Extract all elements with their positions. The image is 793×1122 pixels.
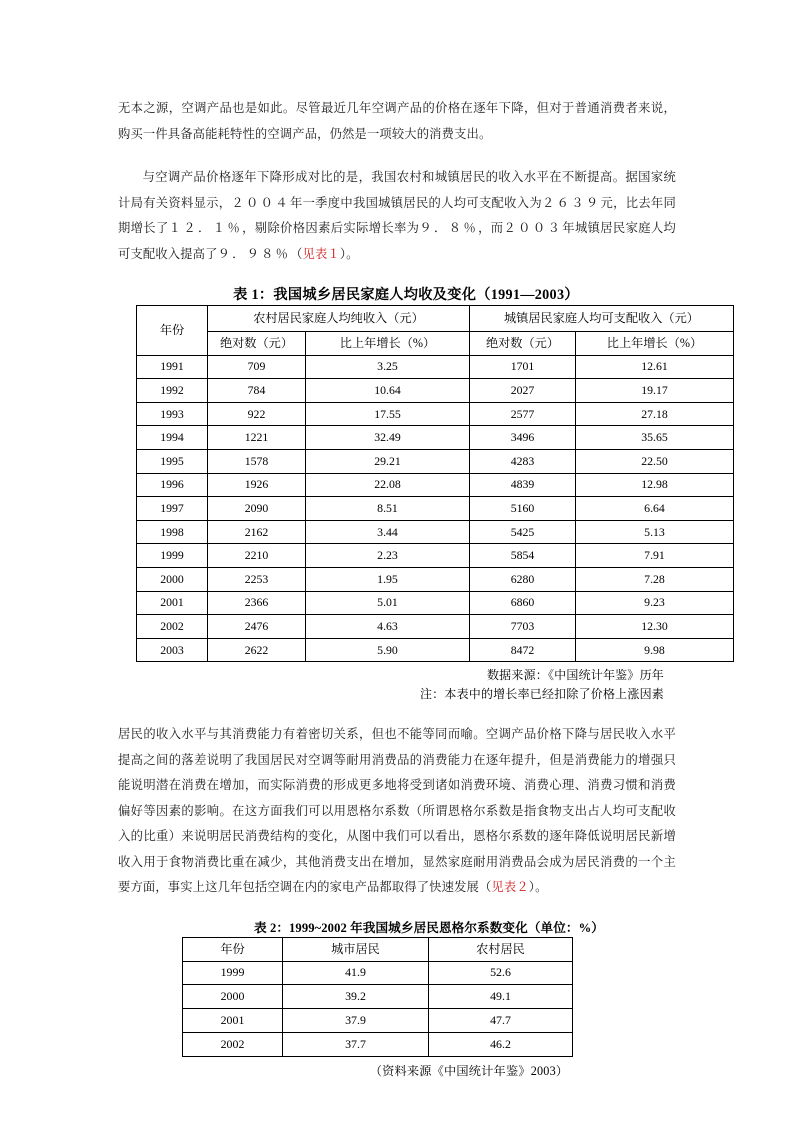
table1-cell-urban-abs: 5854 xyxy=(470,544,576,568)
spacer xyxy=(118,704,676,722)
see-table1-link[interactable]: 见表１ xyxy=(302,246,340,261)
table1-cell-rural-growth: 22.08 xyxy=(306,473,470,497)
spacer xyxy=(118,147,676,165)
table1-cell-rural-abs: 1221 xyxy=(208,426,306,450)
table1-cell-urban-abs: 2577 xyxy=(470,402,576,426)
table2-title: 表 2：1999~2002 年我国城乡居民恩格尔系数变化（单位：%） xyxy=(254,920,604,935)
table2-body xyxy=(183,961,573,1056)
table2-cell-year: 2001 xyxy=(183,1009,283,1033)
table1-cell-rural-abs: 2622 xyxy=(208,638,306,662)
table1-cell-rural-abs: 1578 xyxy=(208,449,306,473)
table2-cell-city: 39.2 xyxy=(283,985,429,1009)
table1-notes xyxy=(136,666,676,704)
table2-header-year: 年份 xyxy=(183,937,283,961)
table1-header-group-rural: 农村居民家庭人均纯收入（元） xyxy=(208,306,470,332)
table1-cell-urban-growth: 7.91 xyxy=(576,544,734,568)
table-row xyxy=(137,473,734,497)
table1-cell-urban-growth: 35.65 xyxy=(576,426,734,450)
table1-cell-rural-growth: 29.21 xyxy=(306,449,470,473)
table2-cell-year: 2002 xyxy=(183,1033,283,1057)
table-row xyxy=(137,402,734,426)
table1-cell-rural-growth: 17.55 xyxy=(306,402,470,426)
table1-cell-urban-growth: 12.30 xyxy=(576,615,734,639)
table-row xyxy=(137,520,734,544)
see-table2-link[interactable]: 见表２ xyxy=(491,880,529,895)
table1-cell-urban-abs: 6280 xyxy=(470,567,576,591)
table1-cell-year: 2002 xyxy=(137,615,208,639)
table1-cell-urban-abs: 3496 xyxy=(470,426,576,450)
para2-value-2639: ２６３９ xyxy=(541,195,601,210)
table2-cell-year: 2000 xyxy=(183,985,283,1009)
table1-cell-year: 1992 xyxy=(137,379,208,403)
para2-paren-close: ）。 xyxy=(339,246,359,261)
table1-cell-year: 1996 xyxy=(137,473,208,497)
table1-header-group-urban: 城镇居民家庭人均可支配收入（元） xyxy=(470,306,734,332)
spacer xyxy=(118,267,676,285)
table1-cell-year: 1994 xyxy=(137,426,208,450)
table1-cell-year: 1991 xyxy=(137,355,208,379)
table1-cell-rural-growth: 4.63 xyxy=(306,615,470,639)
paragraph-intro: 无本之源，空调产品也是如此。尽管最近几年空调产品的价格在逐年下降，但对于普通消费者来说，购买一件具备高能耗特性的空调产品，仍然是一项较大的消费支出。 xyxy=(118,101,676,141)
table1-cell-rural-growth: 3.44 xyxy=(306,520,470,544)
table1-cell-rural-abs: 2476 xyxy=(208,615,306,639)
table1-cell-rural-abs: 2090 xyxy=(208,497,306,521)
table1-cell-rural-abs: 2210 xyxy=(208,544,306,568)
table-row xyxy=(137,615,734,639)
table1-cell-urban-abs: 2027 xyxy=(470,379,576,403)
table1-cell-urban-abs: 4283 xyxy=(470,449,576,473)
table2-cell-rural: 52.6 xyxy=(429,961,573,985)
table1-cell-year: 2001 xyxy=(137,591,208,615)
table1-cell-urban-growth: 9.23 xyxy=(576,591,734,615)
table-row xyxy=(137,449,734,473)
table-row xyxy=(137,544,734,568)
table1-cell-urban-abs: 5425 xyxy=(470,520,576,544)
table2-cell-rural: 47.7 xyxy=(429,1009,573,1033)
table1-header-row-groups xyxy=(137,306,734,332)
spacer xyxy=(118,901,676,919)
table1-cell-rural-growth: 1.95 xyxy=(306,567,470,591)
table-row xyxy=(183,985,573,1009)
para2-run-5: ，而 xyxy=(478,221,504,235)
table1-cell-urban-growth: 19.17 xyxy=(576,379,734,403)
table1-cell-urban-growth: 12.61 xyxy=(576,355,734,379)
table1-cell-urban-growth: 27.18 xyxy=(576,402,734,426)
table1-cell-urban-abs: 7703 xyxy=(470,615,576,639)
table1-body xyxy=(137,355,734,662)
paragraph-engel-discussion xyxy=(118,722,676,901)
table1-cell-urban-abs: 5160 xyxy=(470,497,576,521)
paragraph-income-stats xyxy=(118,165,676,267)
table-row xyxy=(183,961,573,985)
table-row xyxy=(183,1033,573,1057)
table-row xyxy=(137,638,734,662)
table2-cell-rural: 49.1 xyxy=(429,985,573,1009)
table-row xyxy=(183,1009,573,1033)
table1-note: 注：本表中的增长率已经扣除了价格上涨因素 xyxy=(419,687,664,702)
para2-year-2004: ２００４ xyxy=(231,195,290,210)
table1-cell-rural-abs: 922 xyxy=(208,402,306,426)
para2-paren-open: （ xyxy=(290,246,303,261)
para2-run-2: 年一季度中我国城镇居民的人均可支配收入为 xyxy=(289,195,542,210)
table1-cell-urban-growth: 22.50 xyxy=(576,449,734,473)
table1-cell-rural-growth: 32.49 xyxy=(306,426,470,450)
table2-cell-year: 1999 xyxy=(183,961,283,985)
para2-run-3: 元，比去年同期增长了 xyxy=(118,195,676,235)
table2 xyxy=(182,937,573,1057)
table2-block xyxy=(182,919,676,1081)
table1-cell-rural-growth: 8.51 xyxy=(306,497,470,521)
table1-header-rural-growth: 比上年增长（%） xyxy=(306,332,470,356)
table1-header-urban-abs: 绝对数（元） xyxy=(470,332,576,356)
table1-cell-rural-growth: 10.64 xyxy=(306,379,470,403)
table1-cell-year: 1998 xyxy=(137,520,208,544)
table1-cell-year: 1995 xyxy=(137,449,208,473)
table1-source: 数据来源：《中国统计年鉴》历年 xyxy=(486,668,664,683)
table1-cell-rural-abs: 784 xyxy=(208,379,306,403)
para2-value-9-8: ９．８％ xyxy=(419,221,479,235)
table1-cell-year: 1993 xyxy=(137,402,208,426)
table1-cell-urban-abs: 4839 xyxy=(470,473,576,497)
table1-block xyxy=(136,285,703,704)
table1-cell-year: 2003 xyxy=(137,638,208,662)
para2-run-1: 与空调产品价格逐年下降形成对比的是，我国农村和城镇居民的收入水平在不断提高。据国家统计局有关资料显示， xyxy=(118,170,676,210)
table1-header-year: 年份 xyxy=(137,306,208,356)
table1-cell-urban-abs: 8472 xyxy=(470,638,576,662)
table1-header-rural-abs: 绝对数（元） xyxy=(208,332,306,356)
table1-cell-urban-growth: 12.98 xyxy=(576,473,734,497)
table2-cell-city: 41.9 xyxy=(283,961,429,985)
table2-header-row xyxy=(183,937,573,961)
table1-cell-urban-abs: 1701 xyxy=(470,355,576,379)
table1-cell-rural-growth: 5.01 xyxy=(306,591,470,615)
table-row xyxy=(137,567,734,591)
table1-cell-urban-growth: 7.28 xyxy=(576,567,734,591)
table1-cell-rural-growth: 3.25 xyxy=(306,355,470,379)
table1-cell-rural-abs: 2253 xyxy=(208,567,306,591)
table2-cell-rural: 46.2 xyxy=(429,1033,573,1057)
table1-cell-rural-abs: 2366 xyxy=(208,591,306,615)
table2-header-city: 城市居民 xyxy=(283,937,429,961)
table1-cell-rural-abs: 2162 xyxy=(208,520,306,544)
table-row xyxy=(137,355,734,379)
table-row xyxy=(137,379,734,403)
table1-cell-year: 2000 xyxy=(137,567,208,591)
table1-cell-year: 1999 xyxy=(137,544,208,568)
table1-cell-rural-abs: 709 xyxy=(208,355,306,379)
table-row xyxy=(137,426,734,450)
para2-run-6: 年城镇居民家庭人均可支配收入提高了 xyxy=(118,221,676,261)
table1-title: 表 1：我国城乡居民家庭人均收及变化（1991—2003） xyxy=(233,287,579,303)
table1 xyxy=(136,305,734,662)
table2-source: （资料来源《中国统计年鉴》2003） xyxy=(369,1063,569,1078)
table1-cell-urban-growth: 5.13 xyxy=(576,520,734,544)
para2-value-12-1: １２．１％ xyxy=(168,221,243,235)
para3-run-1: 居民的收入水平与其消费能力有着密切关系，但也不能等同而喻。空调产品价格下降与居民收入水平提高之间的落差说明了我国居民对空调等耐用消费品的消费能力在逐年提升，但是消费能力的增强只能说明潜在消费在增加，而实际消费的形成更多地将受到诸如消费环境、消费心理、消费习惯和消费偏好等因素的影响。在这方面我们可以用恩格尔系数（所谓恩格尔系数是指食物支出占人均可支配收入的比重）来说明居民消费结构的变化，从图中我们可以看出，恩格尔系数的逐年降低说明居民新增收入用于食物消费比重在减少，其他消费支出在增加，显然家庭耐用消费品会成为居民消费的一个主要方面，事实上这几年包括空调在内的家电产品都取得了快速发展 xyxy=(118,727,676,895)
table-row xyxy=(137,591,734,615)
table1-header-row-subs xyxy=(137,332,734,356)
para2-run-4: ，剔除价格因素后实际增长率为 xyxy=(242,221,420,235)
table2-cell-city: 37.7 xyxy=(283,1033,429,1057)
table1-cell-rural-growth: 2.23 xyxy=(306,544,470,568)
table1-cell-urban-abs: 6860 xyxy=(470,591,576,615)
table1-cell-urban-growth: 9.98 xyxy=(576,638,734,662)
table1-cell-urban-growth: 6.64 xyxy=(576,497,734,521)
table2-cell-city: 37.9 xyxy=(283,1009,429,1033)
table2-header-rural: 农村居民 xyxy=(429,937,573,961)
table-row xyxy=(137,497,734,521)
para3-paren-close: ）。 xyxy=(528,880,548,895)
document-content xyxy=(118,96,703,1081)
para3-paren-open: （ xyxy=(478,880,492,895)
table1-cell-rural-growth: 5.90 xyxy=(306,638,470,662)
table1-header-urban-growth: 比上年增长（%） xyxy=(576,332,734,356)
table1-cell-rural-abs: 1926 xyxy=(208,473,306,497)
table1-cell-year: 1997 xyxy=(137,497,208,521)
para2-year-2003: ２００３ xyxy=(503,221,563,235)
para2-value-9-98: ９．９８％ xyxy=(217,246,291,261)
